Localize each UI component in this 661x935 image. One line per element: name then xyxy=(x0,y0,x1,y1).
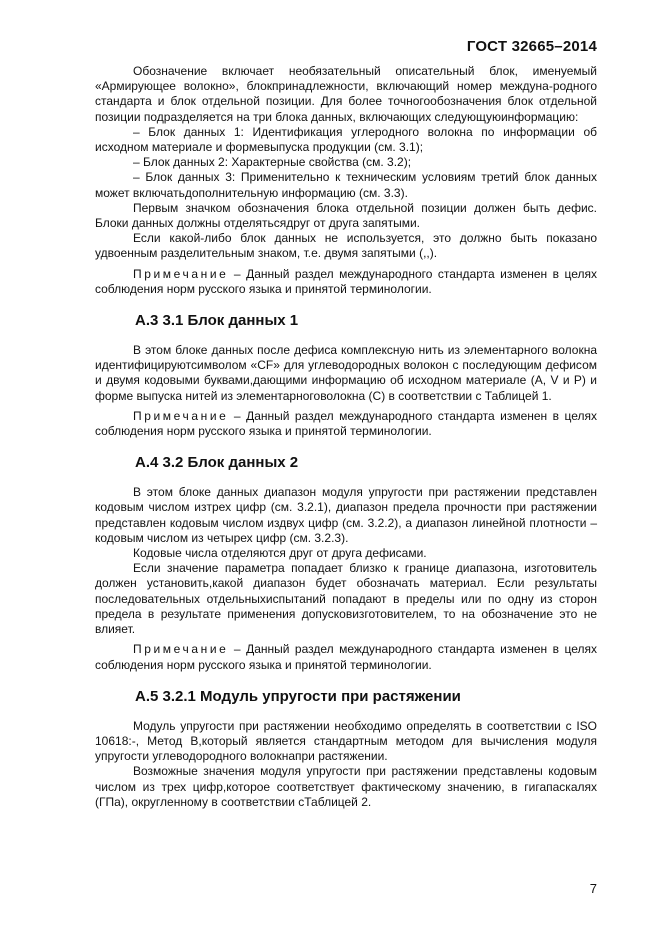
data-block-2-item: – Блок данных 2: Характерные свойства (см. 3.2); xyxy=(133,155,412,170)
section-a4-heading: А.4 3.2 Блок данных 2 xyxy=(135,454,299,472)
section-a5-heading: А.5 3.2.1 Модуль упругости при растяжении xyxy=(135,687,461,705)
note xyxy=(95,267,597,297)
note xyxy=(95,409,597,439)
section-a4-paragraph: Кодовые числа отделяются друг от друга дефисами. xyxy=(133,546,427,561)
page-number: 7 xyxy=(589,881,597,896)
section-a5-paragraph: Возможные значения модуля упругости при растяжении представлены кодовым числом из трех цифр,которое соответствует фактическому значению, в гигапаскалях (ГПа), округленному в соответствии сТаблицей 2. xyxy=(95,764,597,809)
section-a3-heading: А.3 3.1 Блок данных 1 xyxy=(135,312,299,330)
note-text: – Данный раздел международного стандарта изменен в целях соблюдения норм русского языка и принятой терминологии. xyxy=(95,266,597,296)
data-block-3-item: – Блок данных 3: Применительно к техническим условиям третий блок данных может включатьдополнительную информацию (см. 3.3). xyxy=(95,170,597,200)
note-label: Примечание xyxy=(133,408,229,423)
intro-paragraph: Обозначение включает необязательный описательный блок, именуемый «Армирующее волокно», блокпринадлежности, включающий номер междуна-родного стандарта и блок отдельной позиции. Для более точногообозначения блок отдельной позиции подразделяется на три блока данных, включающих следующуюинформацию: xyxy=(95,64,597,124)
note-label: Примечание xyxy=(133,266,229,281)
document-number: ГОСТ 32665–2014 xyxy=(466,38,597,55)
page-content xyxy=(95,64,597,810)
note-text: – Данный раздел международного стандарта изменен в целях соблюдения норм русского языка и принятой терминологии. xyxy=(95,642,597,672)
first-sign-paragraph: Первым значком обозначения блока отдельной позиции должен быть дефис. Блоки данных должны отделятьсядруг от друга запятыми. xyxy=(95,200,597,231)
note xyxy=(95,642,597,672)
note-label: Примечание xyxy=(133,642,229,657)
section-a5-paragraph: Модуль упругости при растяжении необходимо определять в соответствии с ISO 10618:-, Метод B,который является стандартным методом для вычисления модуля упругости углеводородного волокнапри растяжении. xyxy=(95,718,597,764)
data-block-1-item: – Блок данных 1: Идентификация углеродного волокна по информации об исходном материале и формевыпуска продукции (см. 3.1); xyxy=(95,124,597,155)
unused-block-paragraph: Если какой-либо блок данных не используется, это должно быть показано удвоенным разделительным знаком, т.е. двумя запятыми (,,). xyxy=(95,231,597,261)
section-a4-paragraph: В этом блоке данных диапазон модуля упругости при растяжении представлен кодовым числом изтрех цифр (см. 3.2.1), диапазон предела прочности при растяжении представлен кодовым числом издвух цифр (см. 3.2.2), а диапазон линейной плотности – кодовым числом из четырех цифр (см. 3.2.3). xyxy=(95,485,597,545)
note-text: – Данный раздел международного стандарта изменен в целях соблюдения норм русского языка и принятой терминологии. xyxy=(95,408,597,439)
section-a3-paragraph: В этом блоке данных после дефиса комплексную нить из элементарного волокна идентифицируютсимволом «CF» для углеводородных волокон с последующим дефисом и двумя кодовыми буквами,дающими информацию об исходном материале (A, V и P) и форме выпуска нитей из элементарноговолокна (C) в соответствии с Таблицей 1. xyxy=(95,343,597,403)
section-a4-paragraph: Если значение параметра попадает близко к границе диапазона, изготовитель должен установить,какой диапазон будет обозначать материал. Если результаты последовательных отдельныхиспытаний попадают в пределы или по одну из сторон предела в результате применения допусковизготовителем, то на обозначение это не влияет. xyxy=(95,561,597,637)
